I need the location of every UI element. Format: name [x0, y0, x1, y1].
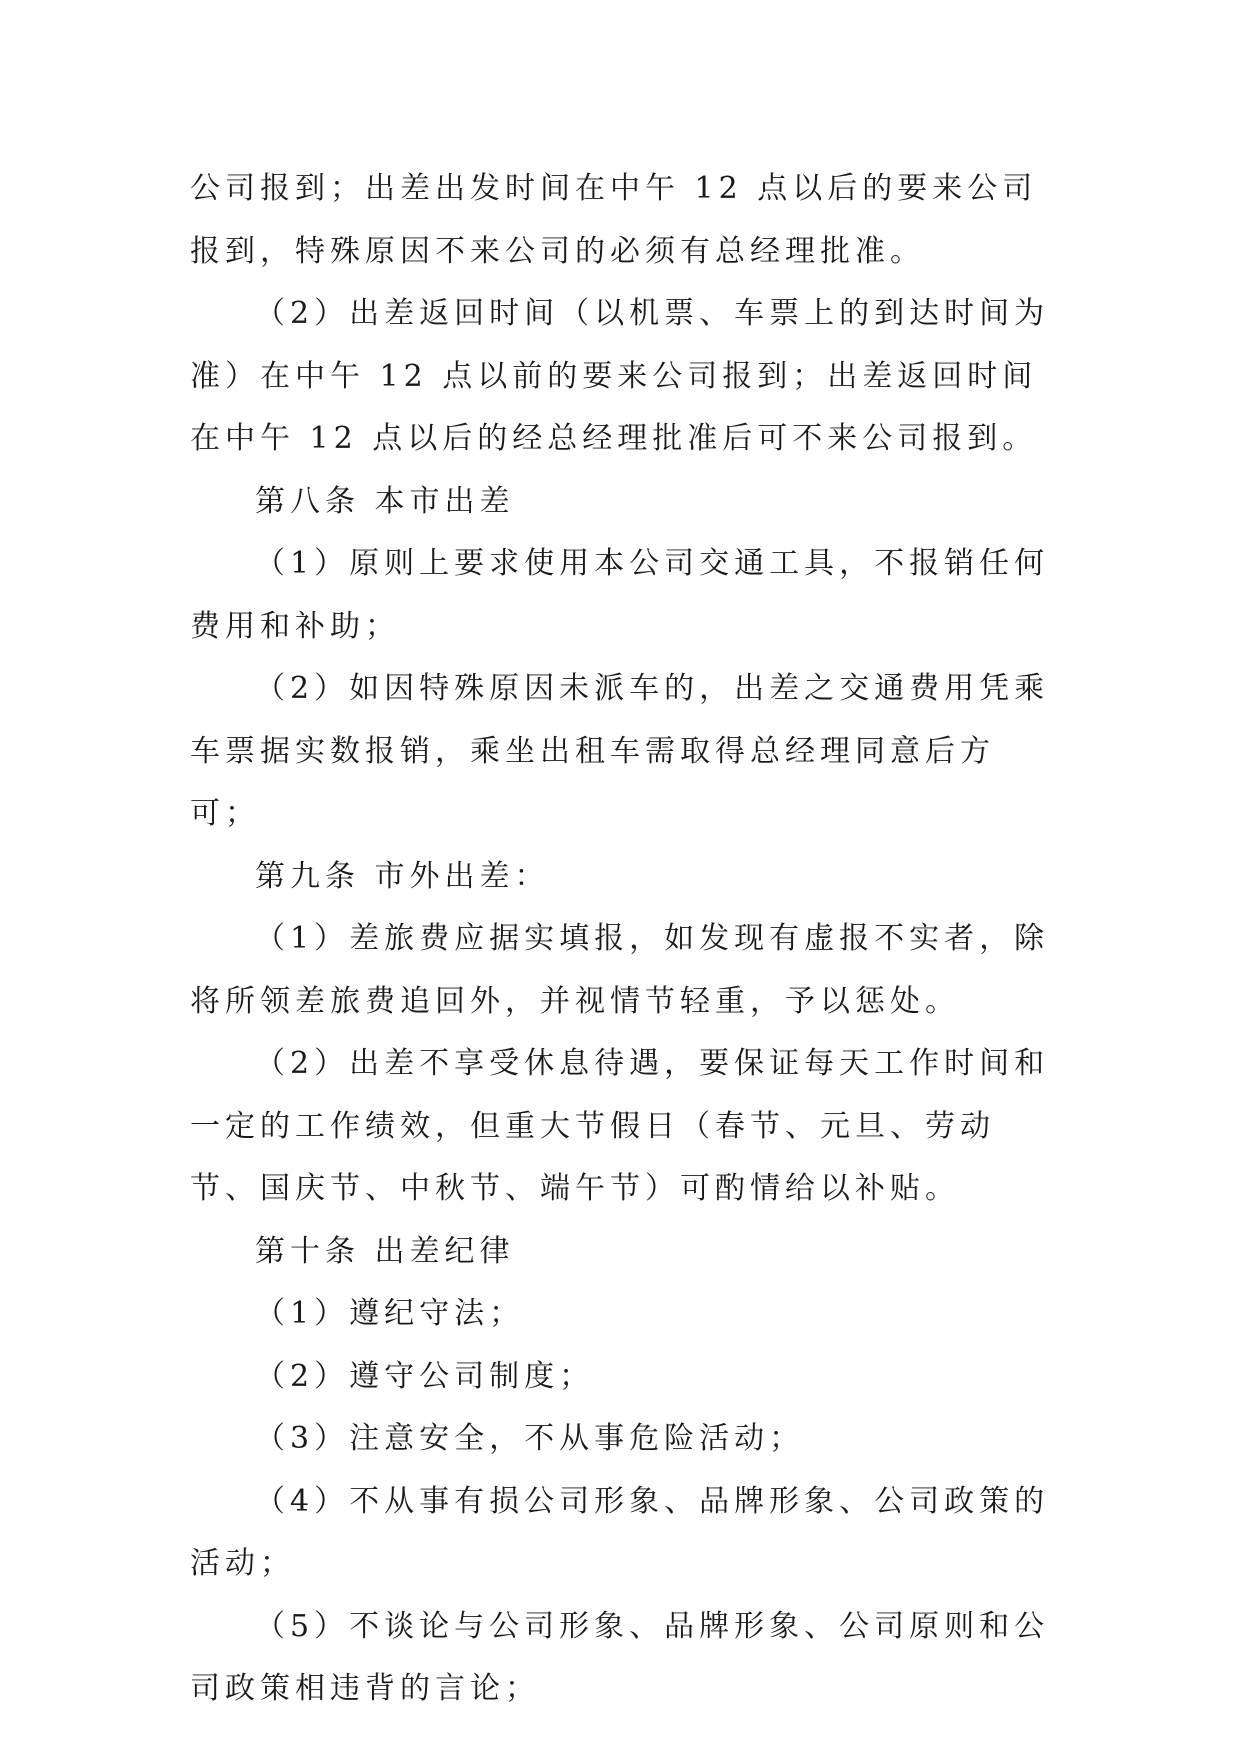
article-8-heading: 第八条 本市出差 — [255, 483, 515, 519]
paragraph-return-time: （2）出差返回时间（以机票、车票上的到达时间为准）在中午 12 点以前的要来公司报到；出差返回时间在中午 12 点以后的经总经理批准后可不来公司报到。 — [190, 296, 1050, 456]
document-body — [190, 158, 1060, 1721]
article-10-item-3: （3）注意安全，不从事危险活动； — [255, 1421, 805, 1456]
article-8-item-1: （1）原则上要求使用本公司交通工具，不报销任何费用和补助； — [190, 546, 1050, 644]
article-10-heading: 第十条 出差纪律 — [255, 1233, 515, 1269]
article-8-item-2: （2）如因特殊原因未派车的，出差之交通费用凭乘车票据实数报销，乘坐出租车需取得总经理同意后方可； — [190, 671, 1050, 831]
paragraph-continuation: 公司报到；出差出发时间在中午 12 点以后的要来公司报到，特殊原因不来公司的必须有总经理批准。 — [190, 171, 1038, 269]
article-9-heading: 第九条 市外出差： — [255, 858, 550, 894]
article-9-item-2: （2）出差不享受休息待遇，要保证每天工作时间和一定的工作绩效，但重大节假日（春节、元旦、劳动节、国庆节、中秋节、端午节）可酌情给以补贴。 — [190, 1046, 1050, 1206]
article-10-item-5: （5）不谈论与公司形象、品牌形象、公司原则和公司政策相违背的言论； — [190, 1608, 1050, 1706]
article-10-item-2: （2）遵守公司制度； — [255, 1358, 595, 1394]
article-9-item-1: （1）差旅费应据实填报，如发现有虚报不实者，除将所领差旅费追回外，并视情节轻重，予以惩处。 — [190, 921, 1050, 1019]
article-10-item-4: （4）不从事有损公司形象、品牌形象、公司政策的活动； — [190, 1483, 1050, 1581]
article-10-item-1: （1）遵纪守法； — [255, 1296, 525, 1331]
